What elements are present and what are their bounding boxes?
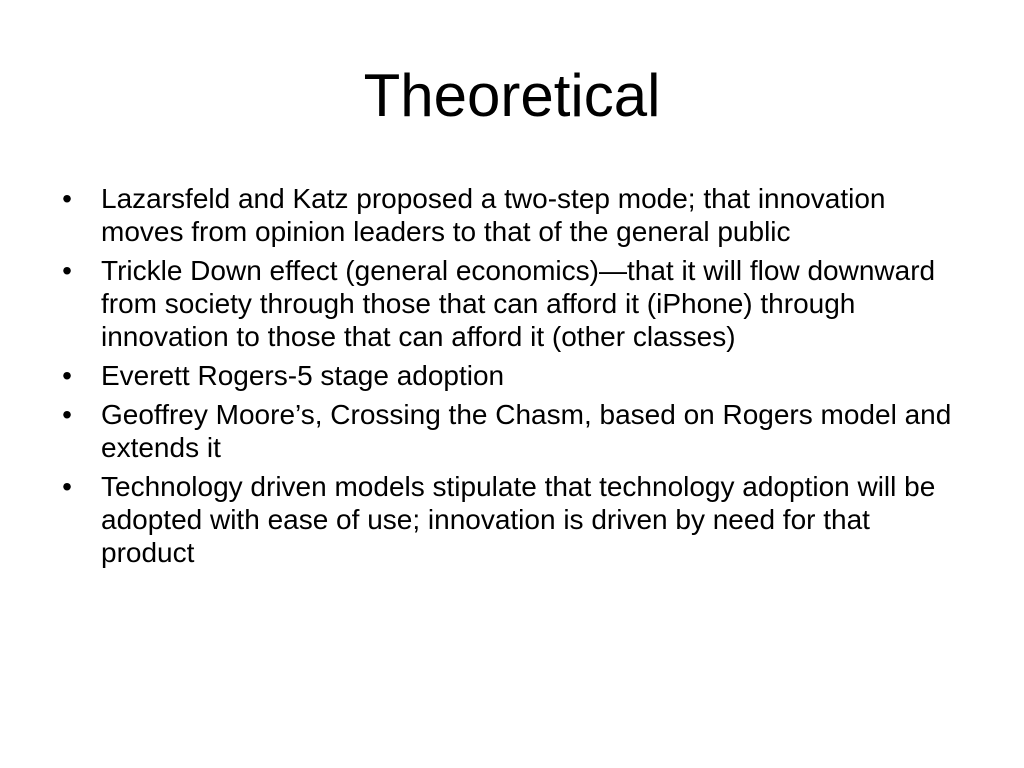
bullet-item: [57, 359, 967, 392]
bullet-icon: •: [62, 183, 72, 214]
bullet-icon: •: [62, 360, 72, 391]
bullet-item: [57, 398, 967, 464]
bullet-text: Lazarsfeld and Katz proposed a two-step mode; that innovation moves from opinion leaders to that of the general public: [101, 183, 886, 247]
bullet-text: Trickle Down effect (general economics)—that it will flow downward from society through those that can afford it (iPhone) through innovation to those that can afford it (other classes): [101, 255, 936, 352]
bullet-icon: •: [62, 471, 72, 502]
bullet-text: Everett Rogers-5 stage adoption: [101, 360, 505, 391]
bullet-text: Geoffrey Moore’s, Crossing the Chasm, based on Rogers model and extends it: [101, 399, 952, 463]
bullet-icon: •: [62, 399, 72, 430]
bullet-icon: •: [62, 255, 72, 286]
slide-title: Theoretical: [363, 62, 661, 129]
bullet-text: Technology driven models stipulate that technology adoption will be adopted with ease of use; innovation is driven by need for that product: [101, 471, 936, 568]
bullet-item: [57, 254, 967, 353]
bullet-item: [57, 470, 967, 569]
bullet-list: [57, 182, 967, 575]
bullet-item: [57, 182, 967, 248]
